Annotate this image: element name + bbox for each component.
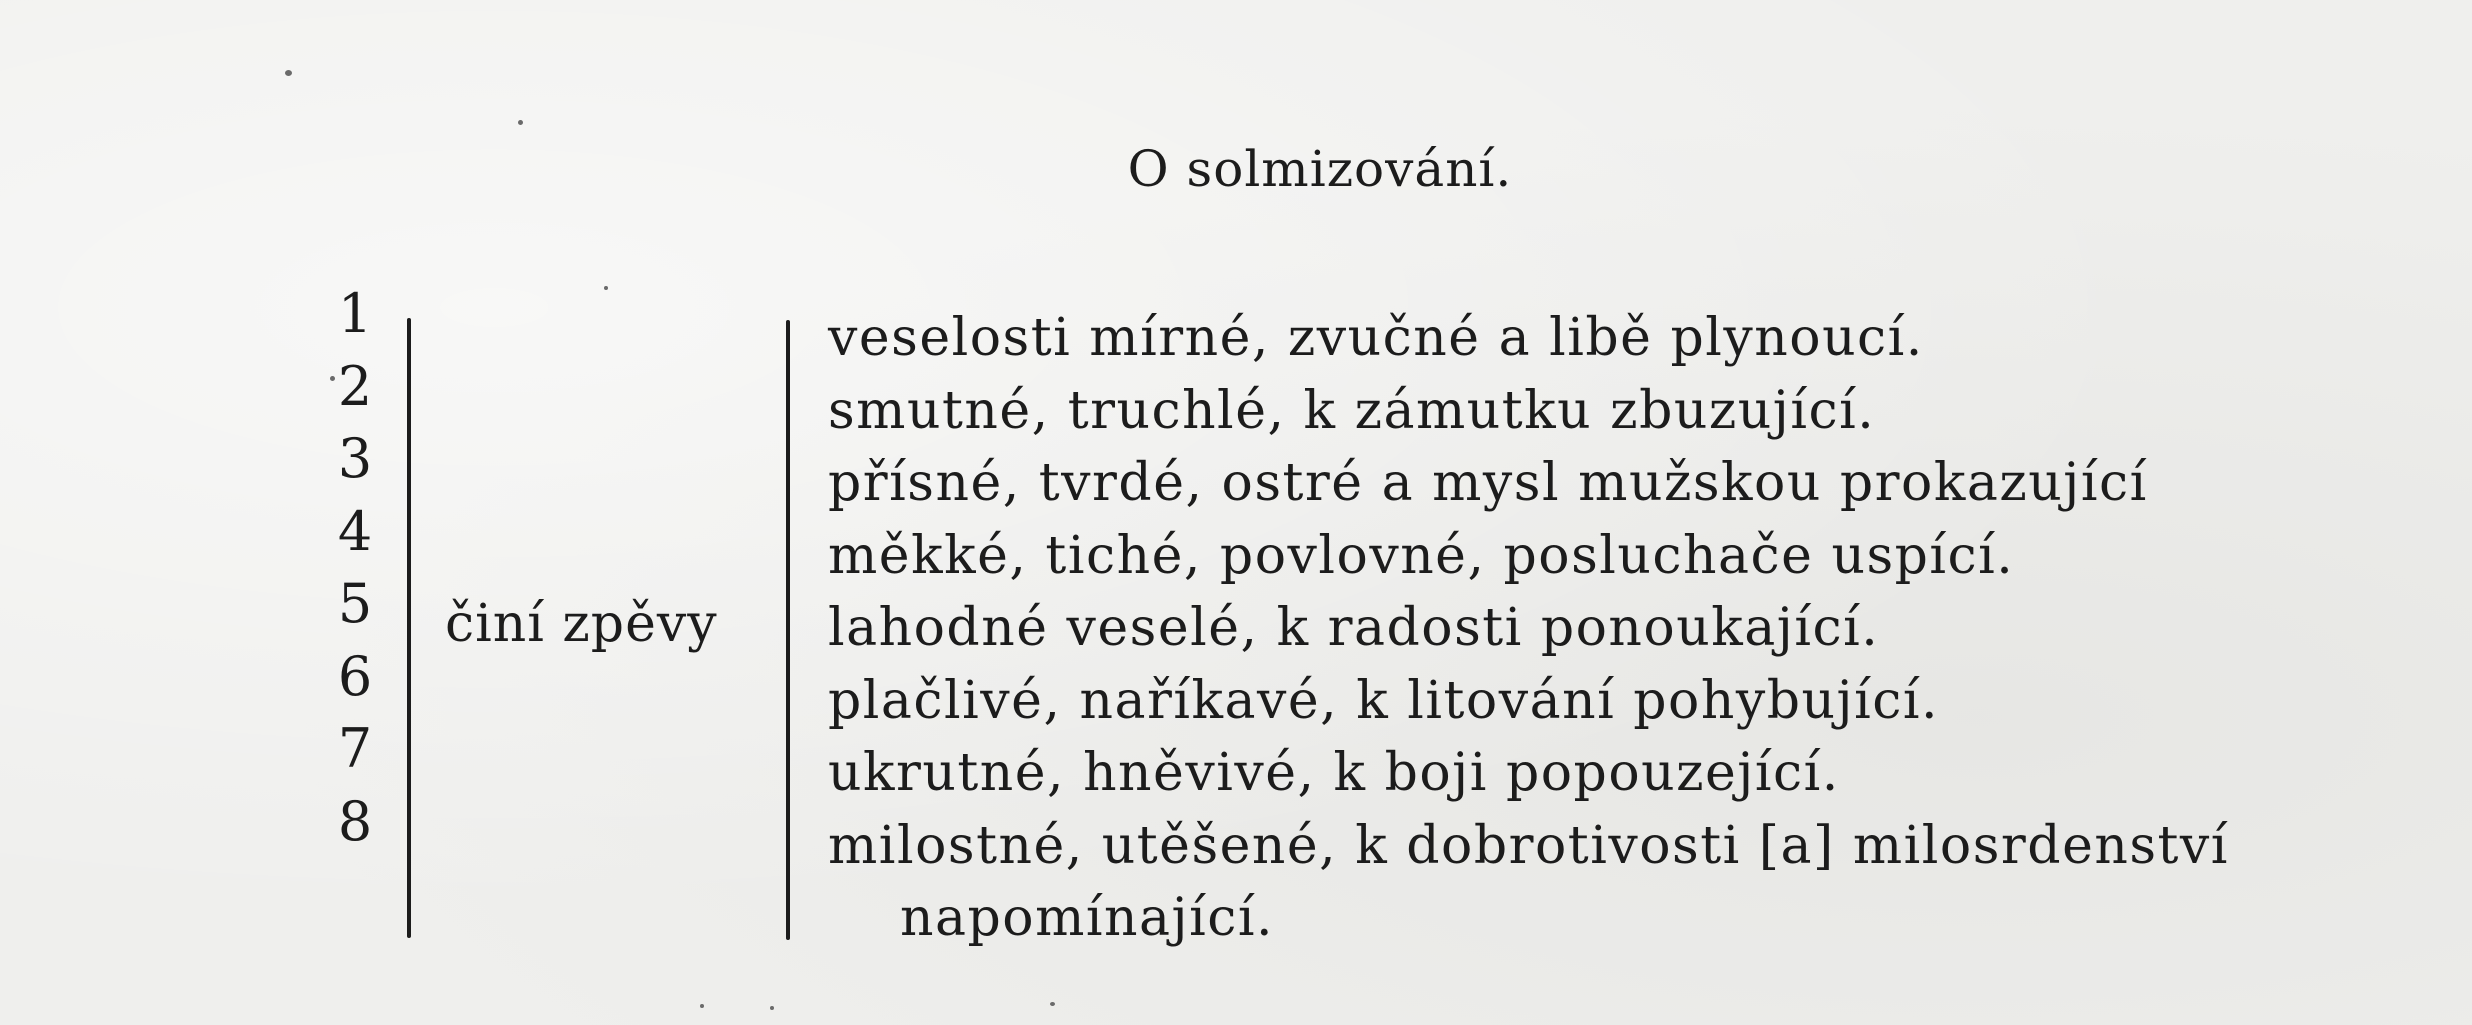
print-speck: [1050, 1002, 1055, 1006]
right-bracket: [786, 320, 790, 940]
description-line: smutné, truchlé, k zámutku zbuzující.: [828, 380, 1876, 441]
mode-number: 5: [337, 572, 373, 635]
description-list: [828, 302, 2448, 955]
print-speck: [770, 1006, 774, 1010]
description-line: milostné, utěšené, k dobrotivosti [a] milosrdenství: [828, 815, 2229, 876]
page-title: O solmizování.: [1127, 140, 1513, 198]
description-line: lahodné veselé, k radosti ponoukající.: [828, 598, 1880, 658]
description-line: veselosti mírné, zvučné a libě plynoucí.: [828, 308, 1924, 368]
description-line: plačlivé, naříkavé, k litování pohybující.: [828, 670, 1940, 731]
mode-number: 8: [337, 789, 373, 853]
print-speck: [285, 70, 292, 76]
mode-number-column: [320, 278, 390, 858]
description-line: přísné, tvrdé, ostré a mysl mužskou prokazující: [828, 453, 2148, 513]
description-line: ukrutné, hněvivé, k boji popouzející.: [828, 743, 1840, 803]
mode-number: 3: [337, 427, 373, 490]
mode-number: 7: [337, 717, 373, 780]
mode-number: 2: [337, 354, 373, 418]
description-line: měkké, tiché, povlovné, posluchače uspící.: [828, 525, 2015, 586]
print-speck: [330, 376, 335, 381]
mode-number: 1: [337, 282, 373, 345]
print-speck: [518, 120, 523, 125]
print-speck: [604, 286, 608, 290]
description-line-continuation: napomínající.: [900, 888, 1275, 948]
mode-number: 6: [337, 644, 373, 708]
print-speck: [700, 1004, 704, 1008]
subject-label: činí zpěvy: [445, 594, 718, 654]
left-bracket: [407, 318, 411, 938]
mode-number: 4: [337, 499, 373, 563]
